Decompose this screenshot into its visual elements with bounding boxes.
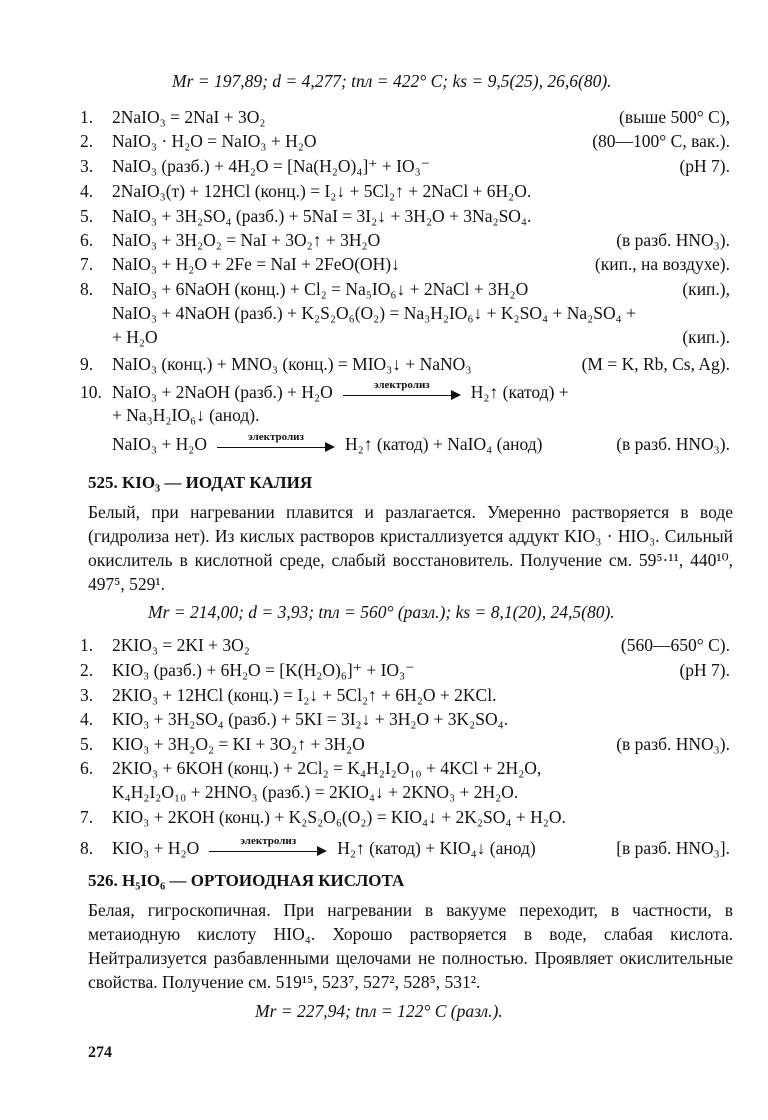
- kio3-constants: Mr = 214,00; d = 3,93; tпл = 560° (разл.); ks = 8,1(20), 24,5(80).: [148, 602, 615, 622]
- reaction-condition: (560—650° C).: [620, 635, 730, 655]
- page-number: 274: [88, 1044, 112, 1061]
- reaction-equation: NaIO₃ + 4NaOH (разб.) + K₂S₂O₆(O₂) = Na₃H₂IO₆↓ + K₂SO₄ + Na₂SO₄ +: [112, 303, 636, 323]
- reaction-condition: (M = K, Rb, Cs, Ag).: [581, 354, 730, 374]
- reaction-equation: NaIO₃ (разб.) + 4H₂O = [Na(H₂O)₄]⁺ + IO₃⁻: [112, 156, 430, 176]
- reaction-number: 1.: [80, 107, 94, 127]
- arrow-label: электролиз: [240, 834, 297, 847]
- reaction-equation: 2NaIO₃(т) + 12HCl (конц.) = I₂↓ + 5Cl₂↑ + 2NaCl + 6H₂O.: [112, 181, 532, 201]
- reaction-equation: KIO₃ + 3H₂O₂ = KI + 3O₂↑ + 3H₂O: [112, 734, 365, 754]
- electrolysis-arrow: [209, 834, 327, 856]
- reaction-equation-electrolysis: [112, 834, 536, 859]
- reaction-equation: 2KIO₃ + 12HCl (конц.) = I₂↓ + 5Cl₂↑ + 6H₂O + 2KCl.: [112, 685, 497, 705]
- electrolysis-arrow: [343, 378, 461, 400]
- reaction-equation-electrolysis: [112, 378, 569, 403]
- reaction-condition: (кип.),: [682, 279, 730, 299]
- reaction-number: 2.: [80, 131, 94, 151]
- products: H₂↑ (катод) + KIO₄↓ (анод): [337, 838, 536, 858]
- reaction-equation: + Na₃H₂IO₆↓ (анод).: [112, 405, 260, 425]
- reaction-number: 7.: [80, 807, 94, 827]
- reaction-equation: NaIO₃ · H₂O = NaIO₃ + H₂O: [112, 131, 317, 151]
- reaction-equation: NaIO₃ (конц.) + MNO₃ (конц.) = MIO₃↓ + NaNO₃: [112, 354, 472, 374]
- section-heading: 525. KIO₃ — ИОДАТ КАЛИЯ: [88, 473, 313, 492]
- reaction-equation: NaIO₃ + 3H₂SO₄ (разб.) + 5NaI = 3I₂↓ + 3H₂O + 3Na₂SO₄.: [112, 206, 532, 226]
- reaction-number: 1.: [80, 635, 94, 655]
- reaction-number: 4.: [80, 709, 94, 729]
- reaction-number: 5.: [80, 206, 94, 226]
- reaction-condition: (в разб. HNO₃).: [616, 734, 730, 754]
- reaction-number: 6.: [80, 230, 94, 250]
- reactants: NaIO₃ + H₂O: [112, 434, 207, 454]
- reaction-number: 4.: [80, 181, 94, 201]
- reaction-condition: (в разб. HNO₃).: [616, 434, 730, 454]
- reaction-equation-electrolysis: [112, 430, 543, 455]
- products: H₂↑ (катод) + NaIO₄ (анод): [344, 434, 543, 454]
- reaction-condition: (pH 7).: [679, 156, 730, 176]
- reaction-number: 10.: [80, 382, 102, 402]
- products: H₂↑ (катод) +: [470, 382, 569, 402]
- reaction-condition: (кип.).: [682, 327, 730, 347]
- reaction-equation: 2KIO₃ = 2KI + 3O₂: [112, 635, 250, 655]
- reaction-number: 3.: [80, 156, 94, 176]
- section-description: Белая, гигроскопичная. При нагревании в вакууме переходит, в частности, в метаиодную кислоту HIO₄. Хорошо растворяется в воде, слабая кислота. Нейтрализуется разбавленными щелочами не полностью. Проявляет окислительные свойства. Получение см. 519¹⁵, 523⁷, 527², 528⁵, 531².: [88, 900, 733, 992]
- reaction-number: 5.: [80, 734, 94, 754]
- naio3-constants: Mr = 197,89; d = 4,277; tпл = 422° C; ks = 9,5(25), 26,6(80).: [172, 71, 612, 91]
- reaction-number: 2.: [80, 660, 94, 680]
- reaction-equation: + H₂O: [112, 327, 158, 347]
- arrow-label: электролиз: [248, 430, 304, 443]
- reaction-equation: KIO₃ + 2KOH (конц.) + K₂S₂O₆(O₂) = KIO₄↓ + 2K₂SO₄ + H₂O.: [112, 807, 566, 827]
- reaction-condition: (pH 7).: [679, 660, 730, 680]
- section-heading: 526. H₅IO₆ — ОРТОИОДНАЯ КИСЛОТА: [88, 871, 405, 890]
- reaction-equation: 2KIO₃ + 6KOH (конц.) + 2Cl₂ = K₄H₂I₂O₁₀ + 4KCl + 2H₂O,: [112, 758, 542, 778]
- reaction-number: 7.: [80, 254, 94, 274]
- reaction-equation: K₄H₂I₂O₁₀ + 2HNO₃ (разб.) = 2KIO₄↓ + 2KNO₃ + 2H₂O.: [112, 782, 519, 802]
- reaction-equation: KIO₃ (разб.) + 6H₂O = [K(H₂O)₆]⁺ + IO₃⁻: [112, 660, 415, 680]
- reaction-number: 6.: [80, 758, 94, 778]
- reaction-number: 3.: [80, 685, 94, 705]
- electrolysis-arrow: [217, 430, 335, 452]
- reaction-condition: (80—100° C, вак.).: [592, 131, 730, 151]
- reaction-number: 8.: [80, 838, 94, 858]
- h5io6-constants: Mr = 227,94; tпл = 122° C (разл.).: [255, 1001, 503, 1021]
- reaction-condition: (в разб. HNO₃).: [616, 230, 730, 250]
- reactants: NaIO₃ + 2NaOH (разб.) + H₂O: [112, 382, 333, 402]
- reaction-number: 8.: [80, 279, 94, 299]
- reaction-condition: [в разб. HNO₃].: [616, 838, 730, 858]
- reaction-equation: KIO₃ + 3H₂SO₄ (разб.) + 5KI = 3I₂↓ + 3H₂O + 3K₂SO₄.: [112, 709, 509, 729]
- reaction-equation: NaIO₃ + 6NaOH (конц.) + Cl₂ = Na₅IO₆↓ + 2NaCl + 3H₂O: [112, 279, 529, 299]
- reactants: KIO₃ + H₂O: [112, 838, 200, 858]
- reaction-condition: (кип., на воздухе).: [594, 254, 730, 274]
- reaction-number: 9.: [80, 354, 94, 374]
- arrow-label: электролиз: [373, 378, 430, 391]
- reaction-equation: NaIO₃ + H₂O + 2Fe = NaI + 2FeO(OH)↓: [112, 254, 400, 274]
- section-description: Белый, при нагревании плавится и разлагается. Умеренно растворяется в воде (гидролиза нет). Из кислых растворов кристаллизуется аддукт KIO₃ · HIO₃. Сильный окислитель в кислотной среде, слабый восстановитель. Получение см. 59⁵·¹¹, 440¹⁰, 497⁵, 529¹.: [88, 502, 733, 594]
- reaction-equation: 2NaIO₃ = 2NaI + 3O₂: [112, 107, 266, 127]
- reaction-condition: (выше 500° C),: [619, 107, 730, 127]
- reaction-equation: NaIO₃ + 3H₂O₂ = NaI + 3O₂↑ + 3H₂O: [112, 230, 381, 250]
